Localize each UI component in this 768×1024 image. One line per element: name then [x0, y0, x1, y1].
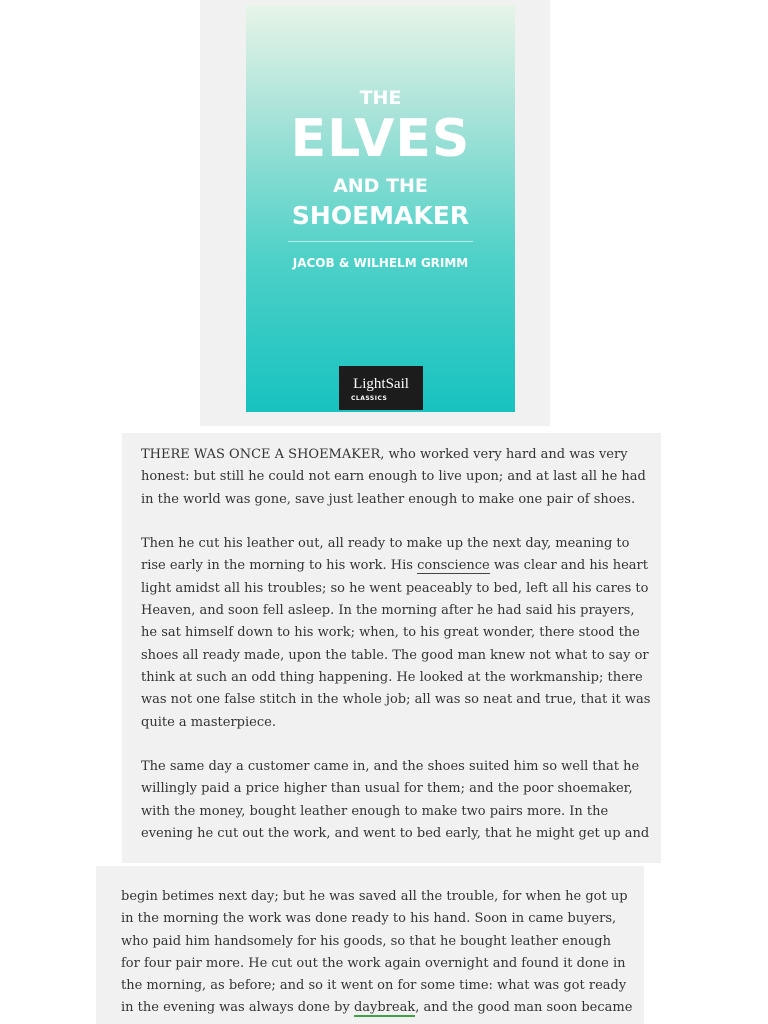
- text-line: THERE WAS ONCE A SHOEMAKER, who worked very hard and was very: [141, 447, 628, 462]
- vocab-word-daybreak[interactable]: daybreak: [353, 1000, 416, 1016]
- page-2-text: [121, 886, 632, 1020]
- text-fragment: was clear and his heart: [489, 558, 648, 574]
- cover-author: JACOB & WILHELM GRIMM: [292, 256, 469, 270]
- publisher-logo: [339, 366, 423, 410]
- paragraph-3: [141, 756, 650, 845]
- text-fragment: rise early in the morning to his work. His: [141, 558, 418, 574]
- cover-title-and-the: AND THE: [333, 175, 428, 197]
- paragraph-2: [141, 533, 650, 734]
- text-line: Then he cut his leather out, all ready to make up the next day, meaning to: [141, 536, 630, 552]
- cover-title-shoemaker: SHOEMAKER: [291, 201, 470, 230]
- book-cover-frame: [200, 0, 550, 426]
- text-line: for four pair more. He cut out the work again overnight and found it done in: [121, 955, 626, 971]
- text-line: honest: but still he could not earn enough to live upon; and at last all he had: [141, 469, 646, 485]
- text-line: who paid him handsomely for his goods, so that he bought leather enough: [121, 933, 611, 949]
- page-1-text: [141, 444, 650, 845]
- text-line: with the money, bought leather enough to make two pairs more. In the: [141, 803, 609, 819]
- text-line: willingly paid a price higher than usual for them; and the poor shoemaker,: [141, 781, 633, 797]
- text-line: in the world was gone, save just leather enough to make one pair of shoes.: [141, 491, 636, 507]
- text-line: the morning, as before; and so it went on for some time: what was got ready: [121, 978, 627, 994]
- text-line: he sat himself down to his work; when, to his great wonder, there stood the: [141, 625, 640, 641]
- vocab-word-conscience[interactable]: conscience: [417, 558, 490, 574]
- text-line: [121, 997, 632, 1019]
- reading-page-1: [122, 433, 661, 863]
- text-line: The same day a customer came in, and the shoes suited him so well that he: [141, 759, 640, 775]
- text-line: think at such an odd thing happening. He looked at the workmanship; there: [141, 669, 643, 685]
- logo-brand: LightSail: [353, 376, 409, 392]
- text-line: Heaven, and soon fell asleep. In the morning after he had said his prayers,: [141, 603, 635, 619]
- cover-title-elves: ELVES: [290, 109, 471, 169]
- book-cover: [246, 5, 515, 412]
- text-line: shoes all ready made, upon the table. The good man knew not what to say or: [141, 647, 649, 663]
- text-line: was not one false stitch in the whole job; all was so neat and true, that it was: [141, 692, 651, 708]
- text-line: begin betimes next day; but he was saved all the trouble, for when he got up: [121, 889, 628, 904]
- text-fragment: in the evening was always done by: [121, 1000, 354, 1016]
- logo-sub: CLASSICS: [351, 395, 388, 402]
- cover-title-the: THE: [359, 87, 402, 109]
- cover-divider: [288, 241, 473, 242]
- text-line: in the morning the work was done ready to his hand. Soon in came buyers,: [121, 911, 617, 927]
- text-line: evening he cut out the work, and went to bed early, that he might get up and: [141, 826, 650, 842]
- text-fragment: , and the good man soon became: [415, 1000, 633, 1016]
- text-line: quite a masterpiece.: [141, 714, 276, 730]
- text-line: light amidst all his troubles; so he went peaceably to bed, left all his cares to: [141, 580, 649, 596]
- reading-page-2: [96, 866, 644, 1024]
- paragraph-1: [141, 444, 650, 511]
- text-line: [141, 555, 650, 577]
